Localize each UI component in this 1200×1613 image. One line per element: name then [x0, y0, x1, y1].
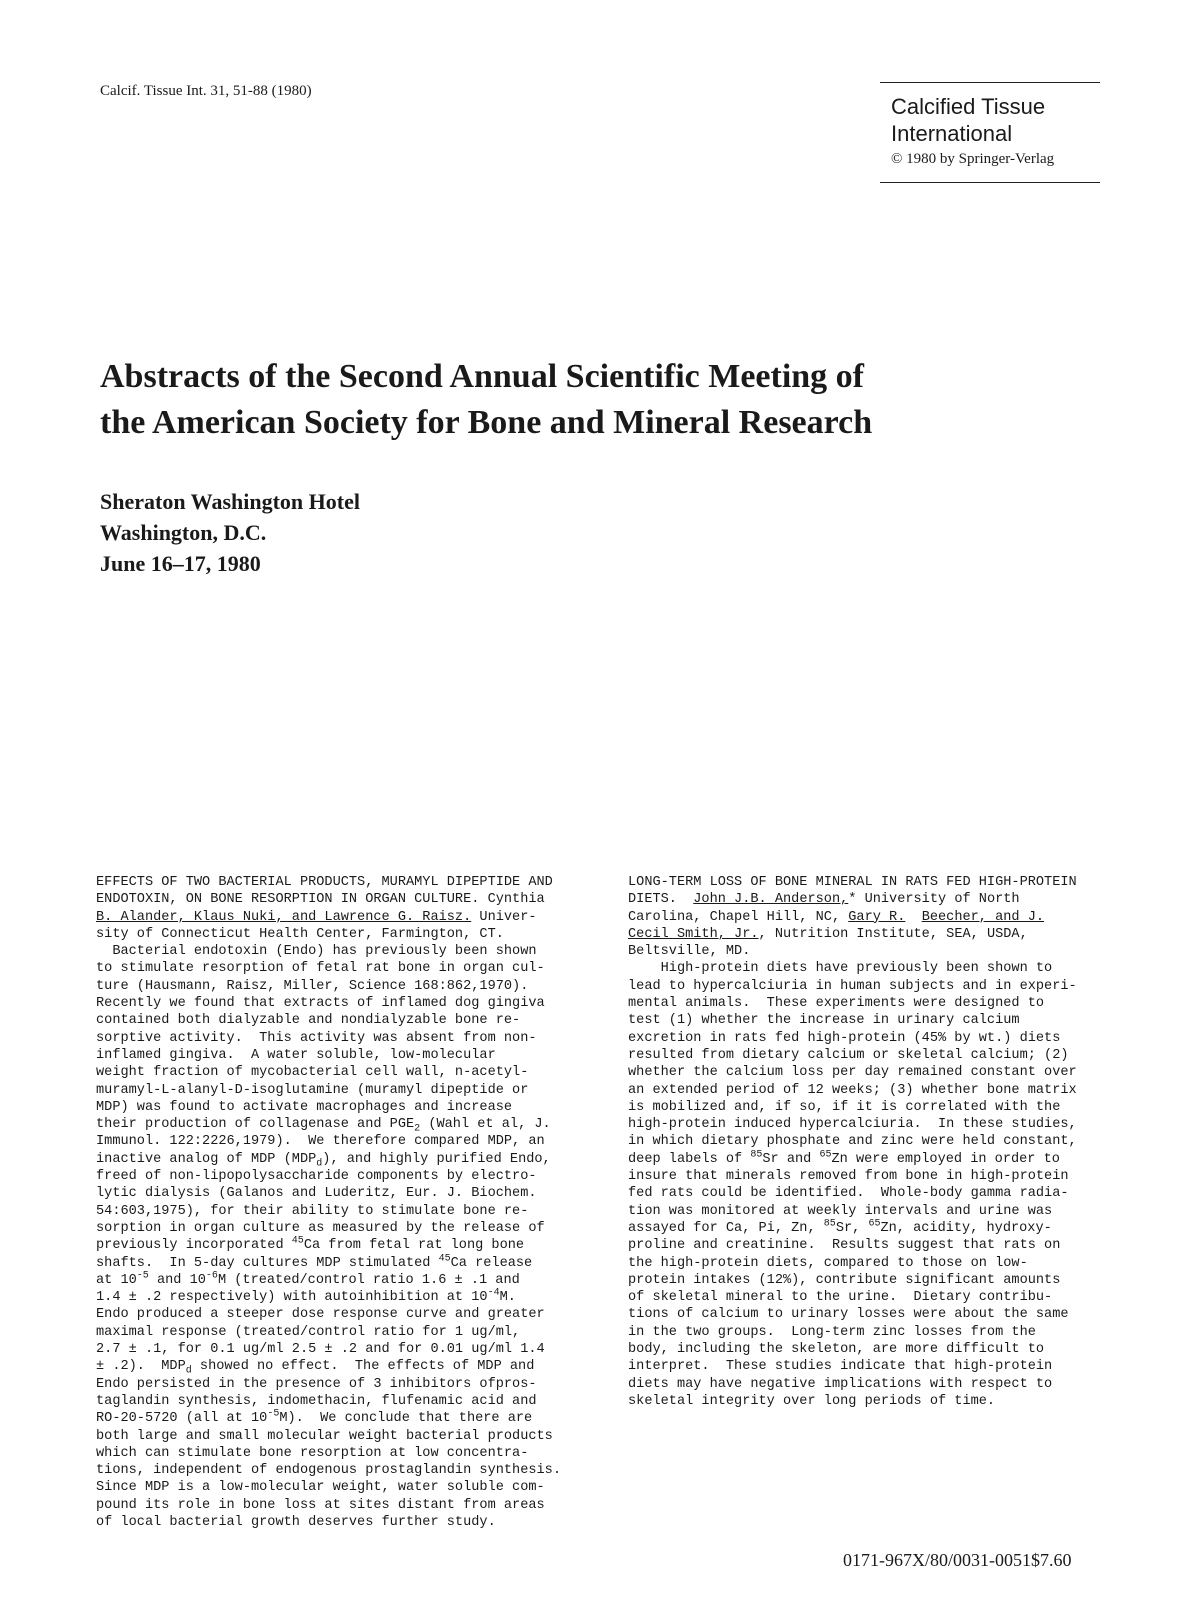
- abstract-text: Ca release: [450, 1255, 533, 1271]
- abstract-text: their production of collagenase and PGE: [96, 1117, 415, 1133]
- abstract-line: proline and creatinine. Results suggest that rats on: [628, 1238, 1061, 1254]
- subscript: 2: [414, 1123, 421, 1135]
- journal-citation: Calcif. Tissue Int. 31, 51-88 (1980): [100, 83, 312, 99]
- abstract-line: LONG-TERM LOSS OF BONE MINERAL IN RATS FED HIGH-PROTEIN: [628, 875, 1077, 890]
- author-names: B. Alander, Klaus Nuki, and Lawrence G. Raisz.: [96, 909, 472, 925]
- abstract-line: [96, 1272, 592, 1289]
- abstract-text: M.: [499, 1290, 516, 1306]
- abstract-text: assayed for Ca, Pi, Zn,: [628, 1220, 824, 1236]
- abstract-line: [628, 1151, 1124, 1168]
- abstract-line: sorption in organ culture as measured by the release of: [96, 1220, 545, 1236]
- abstract-line: Recently we found that extracts of inflamed dog gingiva: [96, 996, 545, 1012]
- abstract-line: in the two groups. Long-term zinc losses from the: [628, 1324, 1036, 1340]
- superscript: 65: [868, 1218, 881, 1230]
- abstract-line: Endo persisted in the presence of 3 inhibitors ofpros-: [96, 1376, 537, 1392]
- abstract-line: sity of Connecticut Health Center, Farmington, CT.: [96, 926, 504, 942]
- abstract-line: Immunol. 122:2226,1979). We therefore compared MDP, an: [96, 1134, 545, 1150]
- venue-dates: June 16–17, 1980: [100, 551, 261, 576]
- abstract-text: , Nutrition Institute, SEA, USDA,: [758, 926, 1028, 942]
- abstract-text: (Wahl et al, J.: [420, 1117, 551, 1133]
- journal-box-bottom-rule: [880, 182, 1100, 183]
- abstract-line: contained both dialyzable and nondialyzable bone re-: [96, 1013, 521, 1029]
- price-code: 0171-967X/80/0031-0051$7.60: [843, 1550, 1072, 1570]
- abstract-line: tions of calcium to urinary losses were about the same: [628, 1307, 1069, 1323]
- abstract-line: [96, 1116, 592, 1133]
- title-line1: Abstracts of the Second Annual Scientific Meeting of: [100, 358, 865, 395]
- abstract-line: interpret. These studies indicate that high-protein: [628, 1359, 1053, 1375]
- superscript: 65: [819, 1149, 832, 1161]
- abstract-line: which can stimulate bone resorption at low concentra-: [96, 1445, 529, 1461]
- abstract-line: muramyl-L-alanyl-D-isoglutamine (muramyl dipeptide or: [96, 1082, 529, 1098]
- author-names: Beecher, and J.: [921, 909, 1045, 925]
- superscript: -5: [136, 1270, 149, 1282]
- abstract-line: [628, 1220, 1124, 1237]
- abstract-text: Carolina, Chapel Hill, NC,: [628, 909, 849, 925]
- abstract-text: deep labels of: [628, 1151, 751, 1167]
- author-names: Cecil Smith, Jr.: [628, 926, 759, 942]
- abstract-line: of skeletal mineral to the urine. Dietary contribu-: [628, 1290, 1053, 1306]
- abstract-line: [96, 1358, 592, 1378]
- author-names: John J.B. Anderson,: [693, 892, 849, 908]
- abstract-text: M (treated/control ratio 1.6 ± .1 and: [217, 1272, 520, 1288]
- abstract-line: [628, 926, 1124, 943]
- abstract-line: 54:603,1975), for their ability to stimulate bone re-: [96, 1203, 529, 1219]
- abstract-line: [96, 1255, 592, 1272]
- abstract-line: maximal response (treated/control ratio for 1 ug/ml,: [96, 1324, 521, 1340]
- abstract-line: tions, independent of endogenous prostaglandin synthesis.: [96, 1463, 561, 1479]
- abstract-line: EFFECTS OF TWO BACTERIAL PRODUCTS, MURAMYL DIPEPTIDE AND: [96, 875, 553, 890]
- abstract-text: * University of North: [848, 892, 1020, 908]
- abstract-line: [96, 1237, 592, 1254]
- abstract-text: Zn, acidity, hydroxy-: [880, 1220, 1052, 1236]
- abstract-line: of local bacterial growth deserves further study.: [96, 1514, 496, 1530]
- abstract-text: Sr and: [762, 1151, 820, 1167]
- abstract-line: [96, 891, 592, 908]
- abstract-line: whether the calcium loss per day remained constant over: [628, 1065, 1077, 1081]
- author-names: Gary R.: [848, 909, 906, 925]
- page-title: [100, 354, 1000, 446]
- abstract-line: freed of non-lipopolysaccharide components by electro-: [96, 1169, 537, 1185]
- abstract-line: [96, 1410, 592, 1427]
- journal-box: [880, 82, 1100, 183]
- abstract-line: an extended period of 12 weeks; (3) whether bone matrix: [628, 1082, 1077, 1098]
- abstract-text: ENDOTOXIN, ON BONE RESORPTION IN ORGAN CULTURE.: [96, 892, 480, 908]
- abstract-line: the high-protein diets, compared to those on low-: [628, 1255, 1028, 1271]
- abstract-line: tion was monitored at weekly intervals and urine was: [628, 1203, 1053, 1219]
- abstract-left: [96, 874, 592, 1531]
- abstract-line: 2.7 ± .1, for 0.1 ug/ml 2.5 ± .2 and for 0.01 ug/ml 1.4: [96, 1342, 545, 1358]
- abstract-text: at 10: [96, 1272, 137, 1288]
- abstract-text: Sr,: [835, 1220, 869, 1236]
- abstract-line: excretion in rats fed high-protein (45% by wt.) diets: [628, 1030, 1061, 1046]
- abstract-line: to stimulate resorption of fetal rat bone in organ cul-: [96, 961, 545, 977]
- abstract-line: [628, 909, 1124, 926]
- superscript: 45: [438, 1253, 451, 1264]
- abstract-line: [96, 1289, 592, 1306]
- abstract-line: MDP) was found to activate macrophages and increase: [96, 1099, 513, 1115]
- abstract-line: [628, 891, 1124, 908]
- abstract-line: fed rats could be identified. Whole-body gamma radia-: [628, 1186, 1069, 1202]
- journal-name: [880, 93, 1100, 147]
- abstract-text: previously incorporated: [96, 1238, 292, 1254]
- journal-name-line2: International: [891, 121, 1013, 146]
- superscript: 85: [823, 1218, 836, 1230]
- abstract-text: Cynthia: [479, 892, 545, 908]
- abstract-line: Bacterial endotoxin (Endo) has previously been shown: [96, 944, 537, 960]
- abstract-line: insure that minerals removed from bone in high-protein: [628, 1169, 1069, 1185]
- subscript: d: [185, 1366, 192, 1378]
- abstract-line: Beltsville, MD.: [628, 944, 751, 960]
- abstract-line: resulted from dietary calcium or skeletal calcium; (2): [628, 1047, 1069, 1063]
- abstract-line: lead to hypercalciuria in human subjects and in experi-: [628, 978, 1077, 994]
- superscript: 85: [750, 1149, 763, 1161]
- superscript: -4: [487, 1287, 500, 1299]
- abstract-text: shafts. In 5-day cultures MDP stimulated: [96, 1255, 439, 1271]
- copyright: © 1980 by Springer-Verlag: [891, 151, 1055, 167]
- abstract-line: diets may have negative implications with respect to: [628, 1376, 1053, 1392]
- abstract-line: both large and small molecular weight bacterial products: [96, 1428, 553, 1444]
- abstract-line: pound its role in bone loss at sites distant from areas: [96, 1497, 545, 1513]
- abstract-line: Since MDP is a low-molecular weight, water soluble com-: [96, 1480, 545, 1496]
- abstract-line: ture (Hausmann, Raisz, Miller, Science 168:862,1970).: [96, 978, 529, 994]
- abstract-line: weight fraction of mycobacterial cell wall, n-acetyl-: [96, 1065, 529, 1081]
- abstract-text: showed no effect. The effects of MDP and: [191, 1359, 535, 1375]
- abstract-text: and 10: [148, 1272, 206, 1288]
- abstract-text: inactive analog of MDP (MDP: [96, 1151, 317, 1167]
- abstract-line: [96, 1151, 592, 1168]
- abstract-line: is mobilized and, if so, if it is correlated with the: [628, 1099, 1061, 1115]
- abstract-line: High-protein diets have previously been shown to: [628, 961, 1053, 977]
- abstract-line: Endo produced a steeper dose response curve and greater: [96, 1307, 545, 1323]
- journal-box-top-rule: [880, 82, 1100, 83]
- abstract-text: ± .2). MDP: [96, 1359, 186, 1375]
- superscript: 45: [291, 1235, 304, 1247]
- title-line2: the American Society for Bone and Mineral Research: [100, 404, 873, 441]
- venue-city: Washington, D.C.: [100, 520, 267, 545]
- subscript: d: [316, 1158, 323, 1170]
- abstract-right: [628, 874, 1124, 1410]
- abstract-text: Univer-: [471, 909, 537, 925]
- superscript: -6: [205, 1270, 218, 1282]
- abstract-line: protein intakes (12%), contribute significant amounts: [628, 1272, 1061, 1288]
- venue-hotel: Sheraton Washington Hotel: [100, 489, 360, 514]
- abstract-text: DIETS.: [628, 892, 694, 908]
- abstract-line: sorptive activity. This activity was absent from non-: [96, 1030, 537, 1046]
- superscript: -5: [267, 1408, 280, 1420]
- abstract-line: high-protein induced hypercalciuria. In these studies,: [628, 1117, 1077, 1133]
- abstract-line: inflamed gingiva. A water soluble, low-molecular: [96, 1047, 496, 1063]
- abstract-text: [905, 910, 921, 925]
- abstract-line: test (1) whether the increase in urinary calcium: [628, 1013, 1020, 1029]
- abstract-line: in which dietary phosphate and zinc were held constant,: [628, 1134, 1077, 1150]
- abstract-line: mental animals. These experiments were designed to: [628, 996, 1045, 1012]
- abstract-line: taglandin synthesis, indomethacin, flufenamic acid and: [96, 1393, 537, 1409]
- abstract-text: 1.4 ± .2 respectively) with autoinhibition at 10: [96, 1290, 488, 1306]
- abstract-text: RO-20-5720 (all at 10: [96, 1411, 268, 1427]
- abstract-line: lytic dialysis (Galanos and Luderitz, Eur. J. Biochem.: [96, 1186, 537, 1202]
- abstract-text: Zn were employed in order to: [831, 1151, 1060, 1167]
- venue-block: [100, 486, 360, 579]
- journal-name-line1: Calcified Tissue: [891, 94, 1046, 119]
- abstract-line: body, including the skeleton, are more difficult to: [628, 1342, 1045, 1358]
- abstract-text: ), and highly purified Endo,: [322, 1151, 551, 1167]
- abstract-text: M). We conclude that there are: [279, 1411, 533, 1427]
- abstract-text: Ca from fetal rat long bone: [303, 1238, 525, 1254]
- abstract-line: skeletal integrity over long periods of time.: [628, 1393, 996, 1409]
- abstract-line: [96, 909, 592, 926]
